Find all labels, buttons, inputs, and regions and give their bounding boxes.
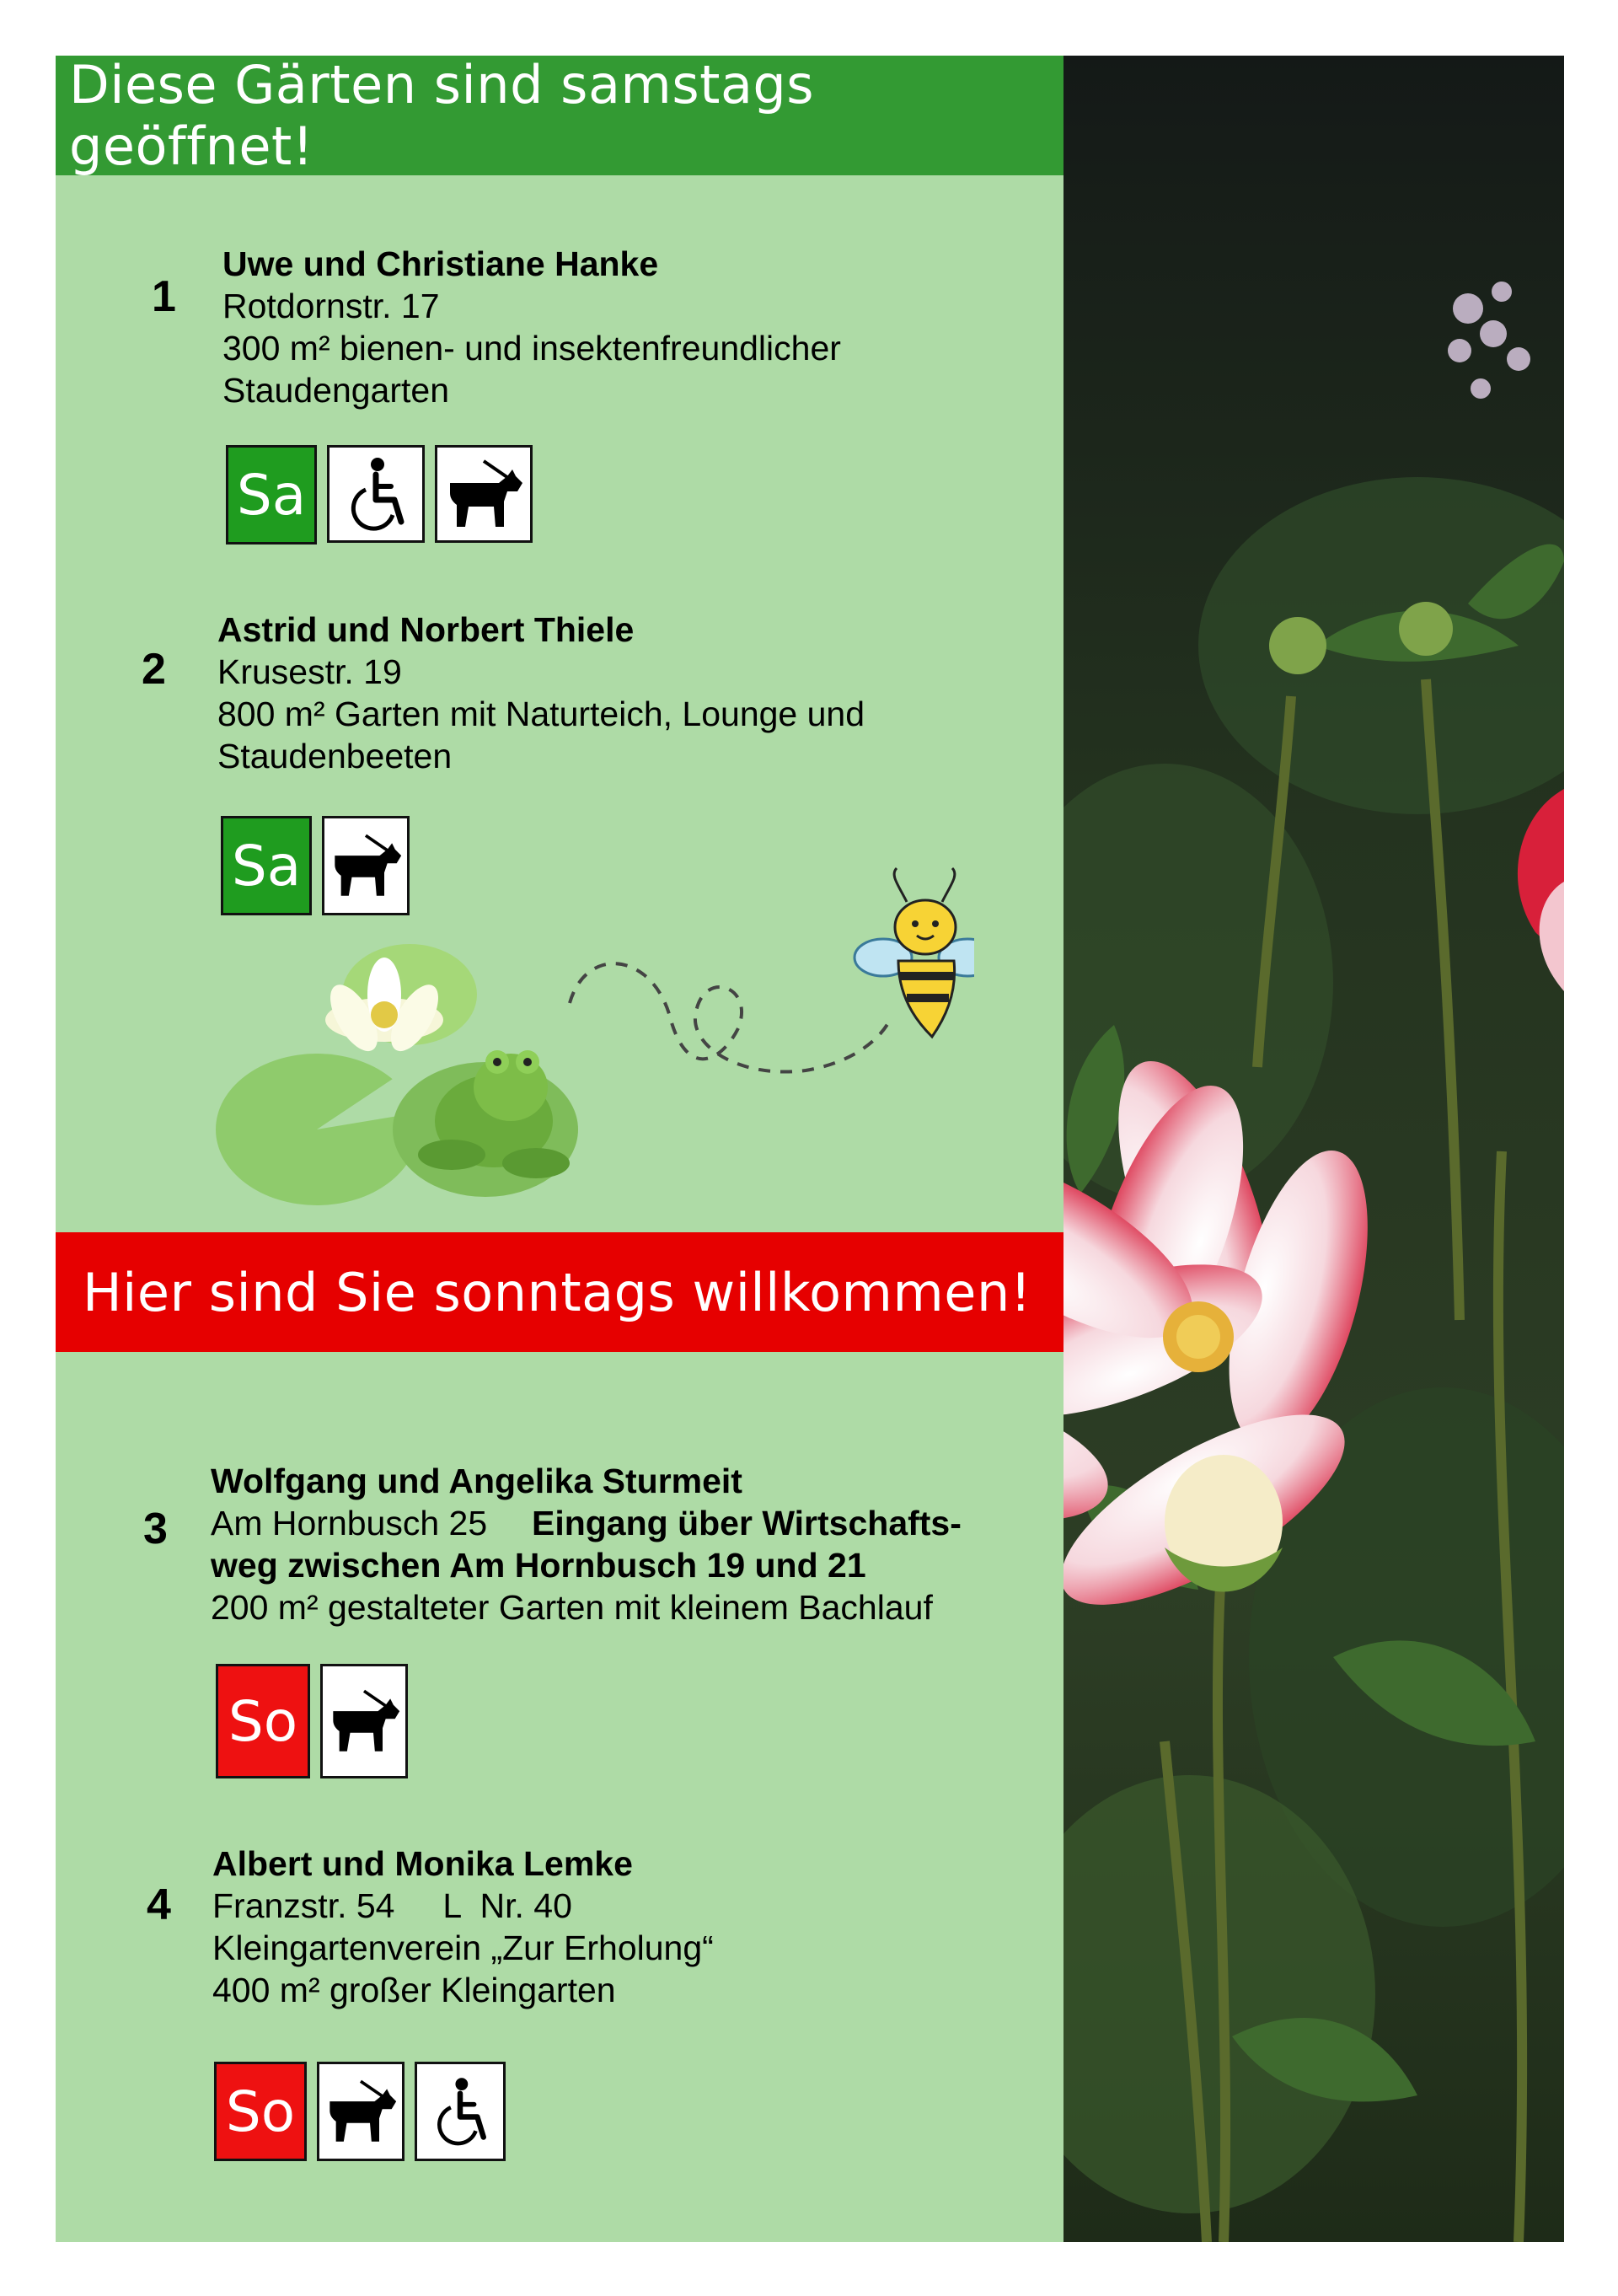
pond-and-bee-illustration xyxy=(216,826,974,1214)
garden-entry-4 xyxy=(212,1843,714,2011)
garden-address: Rotdornstr. 17 xyxy=(222,287,440,325)
dog-on-leash-icon xyxy=(435,445,533,543)
sunday-badge: So xyxy=(214,2062,307,2161)
garden-number: 3 xyxy=(143,1505,168,1553)
garden-entry-1 xyxy=(222,243,841,411)
garden-entry-2 xyxy=(217,609,865,777)
garden-badges xyxy=(214,2062,506,2161)
garden-description: Staudenbeeten xyxy=(217,737,453,775)
dog-on-leash-icon xyxy=(317,2062,404,2161)
garden-description: 300 m² bienen- und insektenfreundlicher xyxy=(222,329,841,367)
garden-address: Franzstr. 54 L Nr. 40 xyxy=(212,1886,572,1925)
saturday-badge: Sa xyxy=(221,816,312,915)
garden-description: Staudengarten xyxy=(222,371,450,410)
saturday-badge: Sa xyxy=(226,445,317,544)
garden-description: 800 m² Garten mit Naturteich, Lounge und xyxy=(217,695,865,733)
garden-badges xyxy=(226,445,533,544)
dog-on-leash-icon xyxy=(320,1664,408,1778)
wheelchair-icon xyxy=(415,2062,506,2161)
wheelchair-icon xyxy=(327,445,425,543)
garden-number: 1 xyxy=(152,272,176,321)
garden-name: Astrid und Norbert Thiele xyxy=(217,610,635,649)
sunday-banner-text: Hier sind Sie sonntags willkommen! xyxy=(83,1261,1032,1323)
garden-address: Am Hornbusch 25 xyxy=(211,1504,488,1542)
garden-address: Krusestr. 19 xyxy=(217,652,402,691)
garden-number: 2 xyxy=(142,645,166,694)
garden-entry-3 xyxy=(211,1460,962,1628)
garden-description: Kleingartenverein „Zur Erholung“ xyxy=(212,1929,714,1967)
garden-name: Uwe und Christiane Hanke xyxy=(222,244,659,283)
garden-entrance-note: Eingang über Wirtschafts- xyxy=(531,1504,962,1542)
garden-entrance-note: weg zwischen Am Hornbusch 19 und 21 xyxy=(211,1546,866,1585)
garden-number: 4 xyxy=(147,1880,171,1929)
sunday-badge: So xyxy=(216,1664,310,1778)
garden-description: 200 m² gestalteter Garten mit kleinem Bachlauf xyxy=(211,1588,933,1627)
sunday-banner xyxy=(56,1232,1063,1352)
garden-badges xyxy=(216,1664,408,1778)
dahlia-photo xyxy=(1063,56,1564,2242)
saturday-banner xyxy=(56,56,1063,175)
saturday-banner-text: Diese Gärten sind samstags geöffnet! xyxy=(69,54,815,177)
garden-name: Wolfgang und Angelika Sturmeit xyxy=(211,1462,742,1500)
garden-name: Albert und Monika Lemke xyxy=(212,1844,633,1883)
garden-description: 400 m² großer Kleingarten xyxy=(212,1971,616,2009)
